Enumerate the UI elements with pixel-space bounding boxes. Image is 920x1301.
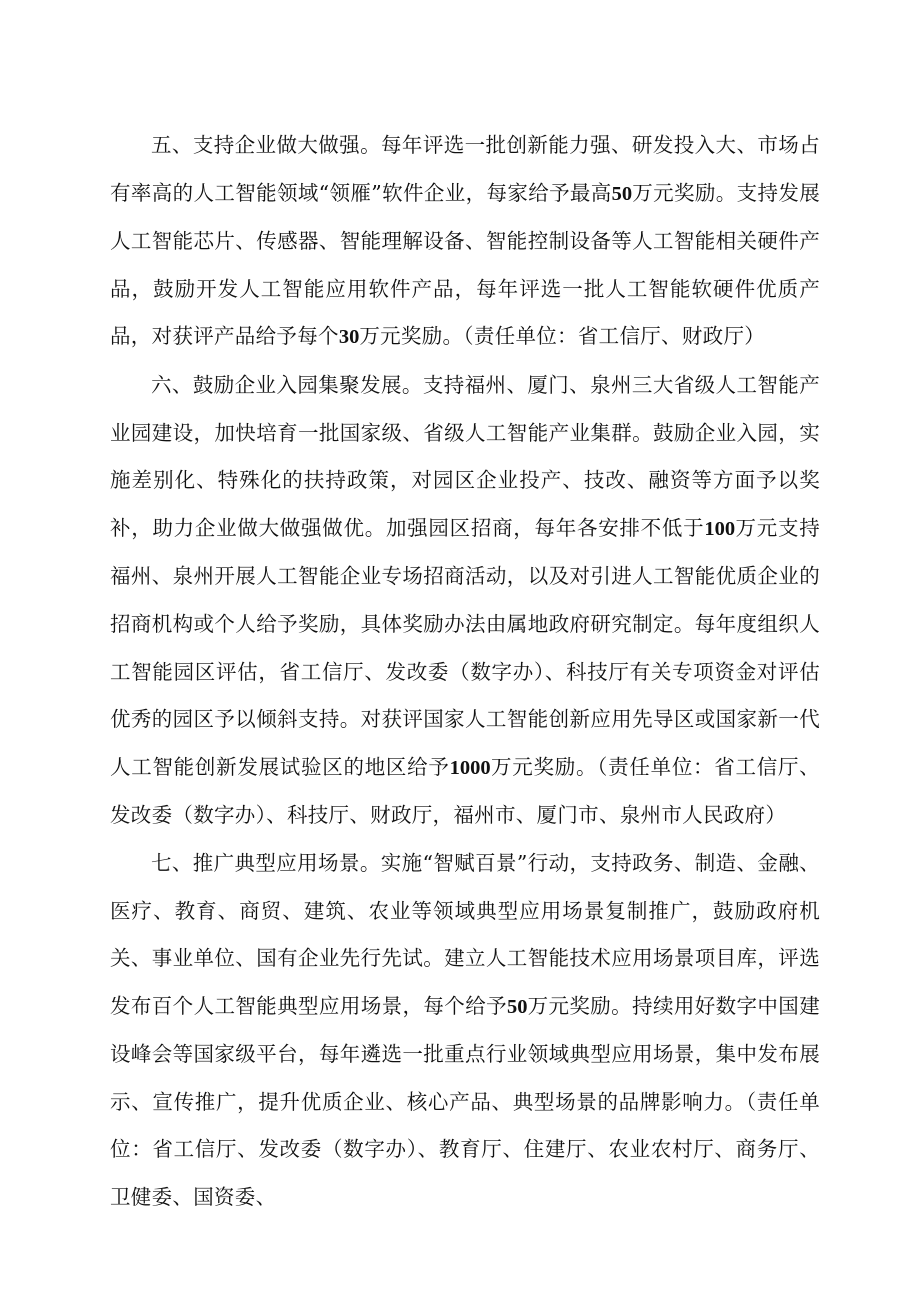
paragraph-text: 万元奖励。（责任单位：省工信厅、发改委（数字办）、科技厅、财政厅，福州市、厦门市、泉州市人民政府） (110, 754, 820, 828)
amount-number: 50 (506, 995, 528, 1018)
paragraph-text: 万元奖励。（责任单位：省工信厅、财政厅） (359, 324, 766, 349)
paragraph-text: 万元奖励。持续用好数字中国建设峰会等国家级平台，每年遴选一批重点行业领域典型应用场景，集中发布展示、宣传推广，提升优质企业、核心产品、典型场景的品牌影响力。（责任单位：省工信厅、发改委（数字办）、教育厅、住建厅、农业农村厅、商务厅、卫健委、国资委、 (110, 993, 820, 1210)
amount-number: 50 (611, 182, 633, 205)
amount-number: 1000 (449, 756, 491, 779)
paragraph-6 (110, 362, 820, 840)
amount-number: 100 (704, 517, 736, 540)
paragraph-7 (110, 840, 820, 1222)
paragraph-text: 万元奖励。支持发展人工智能芯片、传感器、智能理解设备、智能控制设备等人工智能相关硬件产品，鼓励开发人工智能应用软件产品，每年评选一批人工智能软硬件优质产品，对获评产品给予每个 (110, 180, 820, 349)
paragraph-text: 七、推广典型应用场景。实施“智赋百景”行动，支持政务、制造、金融、医疗、教育、商贸、建筑、农业等领域典型应用场景复制推广，鼓励政府机关、事业单位、国有企业先行先试。建立人工智能技术应用场景项目库，评选发布百个人工智能典型应用场景，每个给予 (110, 850, 820, 1018)
paragraph-text: 五、支持企业做大做强。每年评选一批创新能力强、研发投入大、市场占有率高的人工智能领域“领雁”软件企业，每家给予最高 (110, 133, 820, 205)
paragraph-text: 万元支持福州、泉州开展人工智能企业专场招商活动，以及对引进人工智能优质企业的招商机构或个人给予奖励，具体奖励办法由属地政府研究制定。每年度组织人工智能园区评估，省工信厅、发改委（数字办）、科技厅有关专项资金对评估优秀的园区予以倾斜支持。对获评国家人工智能创新应用先导区或国家新一代人工智能创新发展试验区的地区给予 (110, 515, 820, 779)
paragraph-5 (110, 122, 820, 362)
amount-number: 30 (338, 326, 360, 349)
document-body (110, 122, 820, 1222)
paragraph-text: 六、鼓励企业入园集聚发展。支持福州、厦门、泉州三大省级人工智能产业园建设，加快培育一批国家级、省级人工智能产业集群。鼓励企业入园，实施差别化、特殊化的扶持政策，对园区企业投产、技改、融资等方面予以奖补，助力企业做大做强做优。加强园区招商，每年各安排不低于 (110, 372, 820, 540)
